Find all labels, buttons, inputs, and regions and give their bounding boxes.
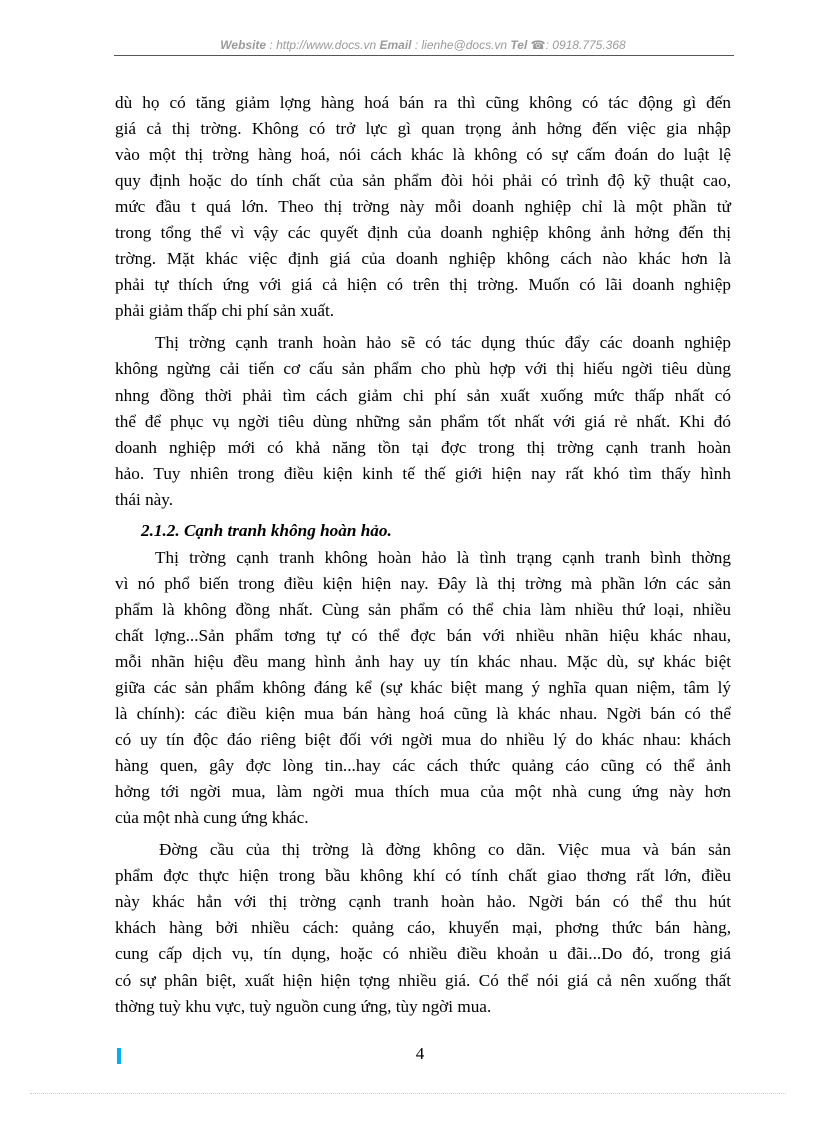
text-line: vì nó phổ biến trong điều kiện hiện nay. Đây là thị trờng mà phần lớn các sản — [115, 573, 731, 593]
email-address[interactable]: : lienhe@docs.vn — [414, 38, 508, 52]
tel-label: Tel — [510, 38, 528, 52]
text-line: hởng tới ngời mua, làm ngời mua thích mua của một nhà cung ứng này hơn — [115, 782, 731, 802]
text-line: chất lợng...Sản phẩm tơng tự có thể đợc bán với nhiều nhãn hiệu khác nhau, — [115, 625, 731, 645]
page-bottom-divider — [30, 1093, 786, 1094]
text-line: dù họ có tăng giảm lợng hàng hoá bán ra thì cũng không có tác động gì đến — [115, 93, 731, 112]
text-line: có sự phân biệt, xuất hiện hiện tợng nhiều giá. Có thể nói giá cả nên xuống thất — [115, 970, 731, 990]
text-line: giá cả thị trờng. Không có trở lực gì quan trọng ảnh hởng đến việc gia nhập — [115, 119, 731, 139]
footer-accent-bar — [117, 1048, 121, 1064]
text-line: cung cấp dịch vụ, tín dụng, hoặc có nhiều điều khoản u đãi...Do đó, trong giá — [115, 944, 731, 964]
text-line: phải giảm thấp chi phí sản xuất. — [115, 301, 335, 321]
text-line: thái này. — [115, 489, 174, 509]
text-line: doanh nghiệp mới có khả năng tồn tại đợc trong thị trờng cạnh tranh hoàn — [115, 437, 731, 457]
text-line: là chính): các điều kiện mua bán hàng hoá cũng là khác nhau. Ngời bán có thể — [115, 704, 731, 724]
document-body — [115, 90, 731, 1020]
text-line: Thị trờng cạnh tranh hoàn hảo sẽ có tác dụng thúc đẩy các doanh nghiệp — [155, 333, 731, 353]
text-line: trờng. Mặt khác việc định giá của doanh nghiệp không cách nào khác hơn là — [115, 249, 731, 269]
email-label: Email — [379, 38, 412, 52]
text-line: hảo. Tuy nhiên trong điều kiện kinh tế thế giới hiện nay rất khó tìm thấy hình — [115, 463, 731, 483]
text-line: thể để phục vụ ngời tiêu dùng những sản phẩm tốt nhất với giá rẻ nhất. Khi đó — [115, 411, 731, 431]
text-line: mỗi nhãn hiệu đều mang hình ảnh hay uy tín khác nhau. Mặc dù, sự khác biệt — [115, 651, 731, 671]
text-line: hàng quen, gây đợc lòng tin...hay các cách thức quảng cáo cũng có thể ảnh — [115, 756, 731, 776]
paragraph-4 — [115, 837, 731, 1019]
text-line: phải tự thích ứng với giá cả hiện có trên thị trờng. Muốn có lãi doanh nghiệp — [115, 275, 731, 295]
paragraph-1 — [115, 90, 731, 324]
text-line: mức đầu t quá lớn. Theo thị trờng này mỗi doanh nghiệp chỉ là một phần tử — [115, 197, 731, 217]
header-divider — [114, 55, 734, 56]
paragraph-3 — [115, 545, 731, 832]
paragraph-2 — [115, 330, 731, 512]
text-line: của một nhà cung ứng khác. — [115, 808, 309, 828]
text-line: Đờng cầu của thị trờng là đờng không co dãn. Việc mua và bán sản — [159, 840, 731, 860]
text-line: nhng đồng thời phải tìm cách giảm chi phí sản xuất xuống mức thấp nhất có — [115, 385, 731, 405]
page-number: 4 — [415, 1044, 425, 1063]
text-line: Thị trờng cạnh tranh không hoàn hảo là tình trạng cạnh tranh bình thờng — [155, 547, 731, 567]
website-label: Website — [220, 38, 267, 52]
text-line: khách hàng bởi nhiều cách: quảng cáo, khuyến mại, phơng thức bán hàng, — [115, 918, 731, 938]
text-line: quy định hoặc do tính chất của sản phẩm đòi hỏi phải có trình độ kỹ thuật cao, — [115, 171, 731, 191]
text-line: trong tổng thể vì vậy các quyết định của doanh nghiệp không ảnh hởng đến thị — [115, 223, 731, 243]
text-line: vào một thị trờng hàng hoá, nói cách khác là không có sự cấm đoán do luật lệ — [115, 145, 731, 165]
text-line: thờng tuỳ khu vực, tuỳ nguồn cung ứng, tùy ngời mua. — [115, 996, 492, 1016]
text-line: phẩm đợc thực hiện trong bầu không khí có tính chất giao thơng rất lớn, điều — [115, 866, 731, 886]
text-line: giữa các sản phẩm không đáng kể (sự khác biệt mang ý nghĩa quan niệm, tâm lý — [115, 677, 731, 697]
section-heading: 2.1.2. Cạnh tranh không hoàn hảo. — [141, 520, 392, 540]
website-url[interactable]: : http://www.docs.vn — [269, 38, 377, 52]
text-line: này khác hẳn với thị trờng cạnh tranh hoàn hảo. Ngời bán có thể thu hút — [115, 892, 731, 912]
text-line: phẩm là không đồng nhất. Cùng sản phẩm có thể chia làm nhiều thứ loại, nhiều — [115, 599, 731, 619]
text-line: không ngừng cải tiến cơ cấu sản phẩm cho phù hợp với thị hiếu ngời tiêu dùng — [115, 359, 731, 379]
text-line: có uy tín độc đáo riêng biệt đối với ngời mua do nhiều lý do khác nhau: khách — [115, 730, 731, 750]
tel-number: ☎: 0918.775.368 — [530, 38, 626, 52]
page-header — [114, 38, 732, 52]
